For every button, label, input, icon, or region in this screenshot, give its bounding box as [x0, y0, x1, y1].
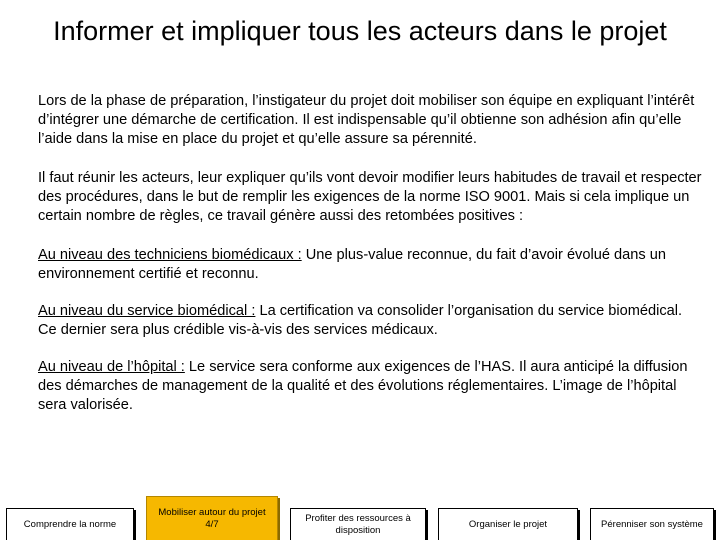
level-hospital [38, 358, 702, 415]
nav-organize-project[interactable]: Organiser le projet [438, 508, 578, 540]
level-technicians-text: Une plus-value reconnue, du fait d’avoir évolué dans un environnement certifié et reconnu. [38, 247, 666, 282]
level-technicians [38, 246, 702, 284]
bottom-navigation [0, 490, 720, 540]
nav-sustain-system[interactable]: Pérenniser son système [590, 508, 714, 540]
nav-understand-standard[interactable]: Comprendre la norme [6, 508, 134, 540]
nav-mobilize-project[interactable]: Mobiliser autour du projet 4/7 [146, 496, 278, 540]
slide-body [38, 92, 702, 415]
slide-title: Informer et impliquer tous les acteurs dans le projet [53, 16, 667, 46]
actors-paragraph: Il faut réunir les acteurs, leur expliquer qu’ils vont devoir modifier leurs habitudes de travail et respecter des procédures, dans le but de remplir les exigences de la norme ISO 9001. Mais si cela implique un certain nombre de règles, ce travail génère aussi des retombées positives : [38, 170, 702, 224]
nav-use-resources[interactable]: Profiter des ressources à disposition [290, 508, 426, 540]
level-service [38, 302, 702, 340]
level-service-heading: Au niveau du service biomédical : [38, 303, 256, 319]
intro-paragraph: Lors de la phase de préparation, l’instigateur du projet doit mobiliser son équipe en expliquant l’intérêt d’intégrer une démarche de certification. Il est indispensable qu’il obtienne son adhésion afin qu’elle l’aide dans la mise en place du projet et qu’elle assure sa pérennité. [38, 93, 695, 147]
level-service-text: La certification va consolider l’organisation du service biomédical. Ce dernier sera plus crédible vis-à-vis des services médicaux. [38, 303, 683, 338]
level-technicians-heading: Au niveau des techniciens biomédicaux : [38, 247, 302, 263]
level-hospital-text: Le service sera conforme aux exigences de l’HAS. Il aura anticipé la diffusion des démarches de management de la qualité et des évolutions réglementaires. L’image de l’hôpital sera valorisée. [38, 359, 688, 413]
level-hospital-heading: Au niveau de l’hôpital : [38, 359, 185, 375]
